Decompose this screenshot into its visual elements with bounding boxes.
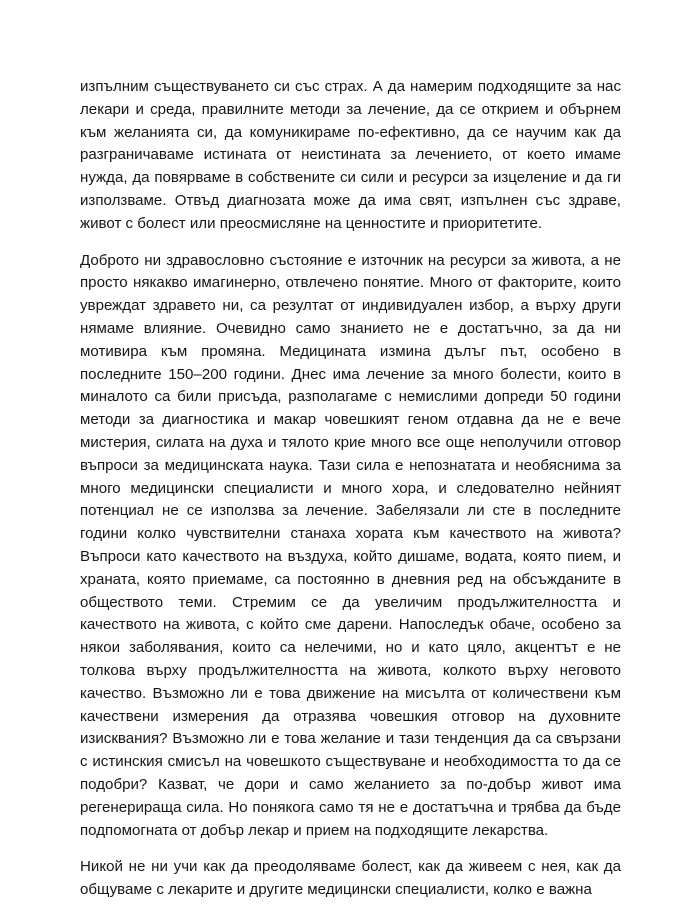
paragraph-2: Доброто ни здравословно състояние е източник на ресурси за живота, а не просто някакво имагинерно, отвлечено понятие. Много от факторите, които увреждат здравето ни, са резултат от индивидуален избор, а върху други нямаме влияние. Очевидно само знанието не е достатъчно, за да ни мотивира към промяна. Медицината измина дълъг път, особено в последните 150–200 години. Днес има лечение за много болести, които в миналото са били присъда, разполагаме с немислими допреди 50 години методи за диагностика и макар човешкият геном отдавна да не е вече мистерия, силата на духа и тялото крие много все още неполучили отговор въпроси за медицинската наука. Тази сила е непознатата и необяснима за много медицински специалисти и много хора, и следователно нейният потенциал не се използва за лечение. Забелязали ли сте в последните години колко чувствителни станаха хората към качеството на живота? Въпроси като качеството на въздуха, който дишаме, водата, която пием, и храната, която приемаме, са постоянно в дневния ред на обсъжданите в обществото теми. Стремим се да увеличим продължителността и качеството на живота, с който сме дарени. Напоследък обаче, особено за някои заболявания, които са нелечими, но и като цяло, акцентът е не толкова върху продължителността на живота, колкото върху неговото качество. Възможно ли е това движение на мисълта от количествени към качествени измерения да отразява човешкия отговор на духовните изисквания? Възможно ли е това желание и тази тенденция да са свързани с истинския смисъл на човешкото съществуване и необходимостта то да се подобри? Казват, че дори и само желанието за по-добър живот има регенерираща сила. Но понякога само тя не е достатъчна и трябва да бъде подпомогната от добър лекар и прием на подходящите лекарства. [80,251,621,839]
paragraph-1: изпълним съществуването си със страх. А да намерим подходящите за нас лекари и среда, правилните методи за лечение, да се открием и обърнем към желанията си, да комуникираме по-ефективно, да се научим как да разграничаваме истината от неистината за лечението, от което имаме нужда, да повярваме в собствените си сили и ресурси за изцеление и да ги използваме. Отвъд диагнозата може да има свят, изпълнен със здраве, живот с болест или преосмисляне на ценностите и приоритетите. [80,78,621,232]
paragraph-3: Никой не ни учи как да преодоляваме болест, как да живеем с нея, как да общуваме с лекарите и другите медицински специалисти, колко е важна [80,858,621,899]
document-body [80,76,621,902]
